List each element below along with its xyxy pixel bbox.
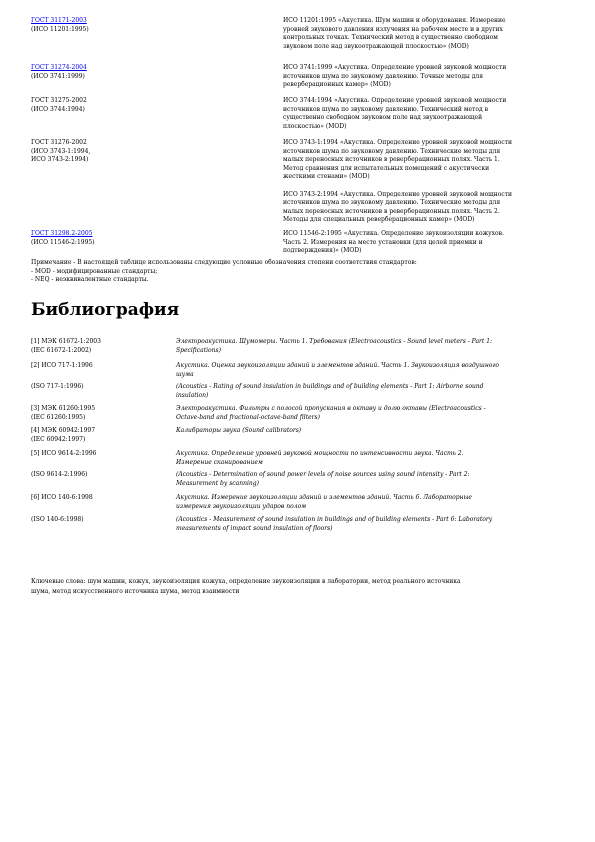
- bibliography-reference-line: [4] МЭК 60942:1997: [31, 427, 96, 434]
- bibliography-reference-line: (ISO 9614-2:1996): [31, 471, 88, 478]
- standard-code-cell: [31, 64, 271, 81]
- bibliography-reference-line: [1] МЭК 61672-1:2003: [31, 338, 101, 345]
- bibliography-title-line: Measurement by scanning): [176, 479, 259, 487]
- standard-description-line: жесткими стенами» (MOD): [283, 173, 370, 181]
- standard-description-cell: [283, 64, 551, 90]
- standard-description-line: подтверждения)» (MOD): [283, 247, 362, 255]
- bibliography-title: [176, 427, 576, 436]
- standard-description-line: контрольных точках. Технический метод в существенно свободном: [283, 34, 498, 42]
- bibliography-reference-line: [6] ИСО 140-6:1998: [31, 494, 93, 501]
- bibliography-reference-line: [2] ИСО 717-1:1996: [31, 362, 93, 369]
- bibliography-title: [176, 338, 576, 355]
- standard-code-link[interactable]: ГОСТ 31298.2-2005: [31, 230, 93, 237]
- bibliography-title: [176, 471, 576, 488]
- standard-code-cell: [31, 230, 271, 247]
- bibliography-reference: [31, 338, 171, 355]
- keywords-line: Ключевые слова: шум машин, кожух, звукоизоляция кожуха, определение звукоизоляции в лаборатории, метод реального источника: [31, 578, 461, 585]
- standard-iso-ref: (ИСО 11546-2:1995): [31, 238, 95, 246]
- standard-description-line: ИСО 3741:1999 «Акустика. Определение уровней звуковой мощности: [283, 64, 507, 71]
- bibliography-reference: [31, 471, 171, 480]
- standard-description-line: ИСО 3743-2:1994 «Акустика. Определение уровней звуковой мощности: [283, 190, 513, 198]
- bibliography-title-line: Измерение сканированием: [176, 458, 263, 466]
- standard-description-line: звуковом поле над звукоотражающей плоскостью» (MOD): [283, 42, 469, 50]
- bibliography-reference-line: (IEC 61260:1995): [31, 413, 86, 421]
- bibliography-title-line: измерения звукоизоляции ударов полом: [176, 502, 307, 510]
- bibliography-reference-line: (IEC 60942:1997): [31, 435, 86, 443]
- standard-description-cell: [283, 139, 551, 225]
- bibliography-reference-line: (ISO 717-1:1996): [31, 383, 84, 390]
- keywords-line: шума, метод искусственного источника шума, метод взаимности: [31, 588, 240, 595]
- standard-description-line: малых переносных источников в реверберационных полях. Часть 2.: [283, 207, 500, 215]
- standard-description-line: Часть 2. Измерения на месте установки (для целей приемки и: [283, 238, 483, 246]
- bibliography-reference: [31, 516, 171, 525]
- bibliography-title-line: insulation): [176, 391, 209, 399]
- bibliography-title-line: Электроакустика. Фильтры с полосой пропускания в октаву и долю октавы (Electroacoustics -: [176, 405, 486, 412]
- bibliography-title: [176, 450, 576, 467]
- standard-code: ГОСТ 31276-2002: [31, 139, 87, 146]
- bibliography-title: [176, 362, 576, 379]
- bibliography-title: [176, 405, 576, 422]
- bibliography-title-line: Электроакустика. Шумомеры. Часть 1. Требования (Electroacoustics - Sound level meters - Part 1:: [176, 338, 493, 345]
- bibliography-title: [176, 494, 576, 511]
- bibliography-reference: [31, 383, 171, 392]
- standard-code-cell: [31, 97, 271, 114]
- standard-description-line: уровней звукового давления излучения на рабочем месте и в других: [283, 25, 503, 33]
- bibliography-title-line: (Acoustics - Determination of sound power levels of noise sources using sound intensity - Part 2:: [176, 471, 470, 478]
- bibliography-title: [176, 516, 576, 533]
- bibliography-title-line: measurements of impact sound insulation of floors): [176, 524, 333, 532]
- standard-code-cell: [31, 139, 271, 165]
- standard-description-line: ИСО 11546-2:1995 «Акустика. Определение звукоизоляции кожухов.: [283, 230, 504, 237]
- bibliography-title-line: Octave-band and fractional-octave-band filters): [176, 413, 320, 421]
- standard-description-line: источников шума по звуковому давлению. Точные методы для: [283, 72, 483, 80]
- bibliography-reference-line: [3] МЭК 61260:1995: [31, 405, 96, 412]
- standard-description-cell: [283, 17, 551, 51]
- bibliography-reference: [31, 494, 171, 503]
- bibliography-reference: [31, 405, 171, 422]
- standard-description-line: источников шума по звуковому давлению. Технические методы для: [283, 147, 501, 155]
- standard-code-link[interactable]: ГОСТ 31274-2004: [31, 64, 87, 71]
- bibliography-title-line: Акустика. Измерение звукоизоляции зданий и элементов зданий. Часть 6. Лабораторные: [176, 494, 472, 501]
- bibliography-title-line: (Acoustics - Rating of sound insulation in buildings and of building elements - Part 1: Airborne sound: [176, 383, 484, 390]
- standard-description-line: малых переносных источников в реверберационных полях. Часть 1.: [283, 156, 500, 164]
- standard-description-line: ИСО 3743-1:1994 «Акустика. Определение уровней звуковой мощности: [283, 139, 513, 146]
- standard-iso-ref: (ИСО 3744:1994): [31, 105, 85, 113]
- bibliography-title-line: Specifications): [176, 346, 221, 354]
- standard-description-cell: [283, 97, 551, 131]
- table-note-line: Примечание - В настоящей таблице использованы следующие условные обозначения степени соответствия стандартов:: [31, 259, 417, 266]
- bibliography-reference-line: (IEC 61672-1:2002): [31, 346, 92, 354]
- bibliography-title-line: Акустика. Определение уровней звуковой мощности по интенсивности звука. Часть 2.: [176, 450, 464, 457]
- bibliography-reference: [31, 427, 171, 444]
- standard-iso-ref: ИСО 3743-2:1994): [31, 156, 89, 164]
- standard-iso-ref: (ИСО 11201:1995): [31, 25, 89, 33]
- table-note: [31, 259, 571, 285]
- standard-description-line: источников шума по звуковому давлению. Технический метод в: [283, 105, 488, 113]
- bibliography-reference: [31, 450, 171, 459]
- bibliography-title: [176, 383, 576, 400]
- table-note-line: - MOD - модифицированные стандарты;: [31, 267, 158, 275]
- standard-description-line: источников шума по звуковому давлению. Технические методы для: [283, 199, 501, 207]
- table-note-line: - NEQ - неэквивалентные стандарты.: [31, 276, 149, 284]
- bibliography-reference-line: (ISO 140-6:1998): [31, 516, 84, 523]
- standard-code-link[interactable]: ГОСТ 31171-2003: [31, 17, 87, 24]
- bibliography-title-line: Акустика. Оценка звукоизоляции зданий и элементов зданий. Часть 1. Звукоизоляция воздушного: [176, 362, 500, 369]
- standard-code: ГОСТ 31275-2002: [31, 97, 87, 104]
- standard-description-line: [283, 182, 551, 191]
- standard-code-cell: [31, 17, 271, 34]
- standard-description-line: ИСО 3744:1994 «Акустика. Определение уровней звуковой мощности: [283, 97, 507, 104]
- bibliography-heading: Библиография: [31, 300, 180, 320]
- keywords-paragraph: [31, 577, 576, 597]
- bibliography-title-line: (Acoustics - Measurement of sound insulation in buildings and of building elements - Part 6: Laboratory: [176, 516, 493, 523]
- standard-iso-ref: (ИСО 3741:1999): [31, 72, 85, 80]
- bibliography-reference: [31, 362, 171, 371]
- bibliography-title-line: шума: [176, 370, 194, 378]
- bibliography-title-line: Калибраторы звука (Sound calibrators): [176, 427, 302, 434]
- standard-description-line: ИСО 11201:1995 «Акустика. Шум машин и оборудования. Измерение: [283, 17, 506, 24]
- standard-iso-ref: (ИСО 3743-1:1994,: [31, 147, 91, 155]
- bibliography-reference-line: [5] ИСО 9614-2:1996: [31, 450, 97, 457]
- standard-description-line: реверберационных камер» (MOD): [283, 81, 391, 89]
- standard-description-line: плоскостью» (MOD): [283, 122, 347, 130]
- standard-description-cell: [283, 230, 551, 256]
- standard-description-line: Метод сравнения для испытательных помещений с акустически: [283, 164, 490, 172]
- standard-description-line: существенно свободном звуковом поле над звукоотражающей: [283, 114, 483, 122]
- standard-description-line: Методы для специальных реверберационных камер» (MOD): [283, 216, 475, 224]
